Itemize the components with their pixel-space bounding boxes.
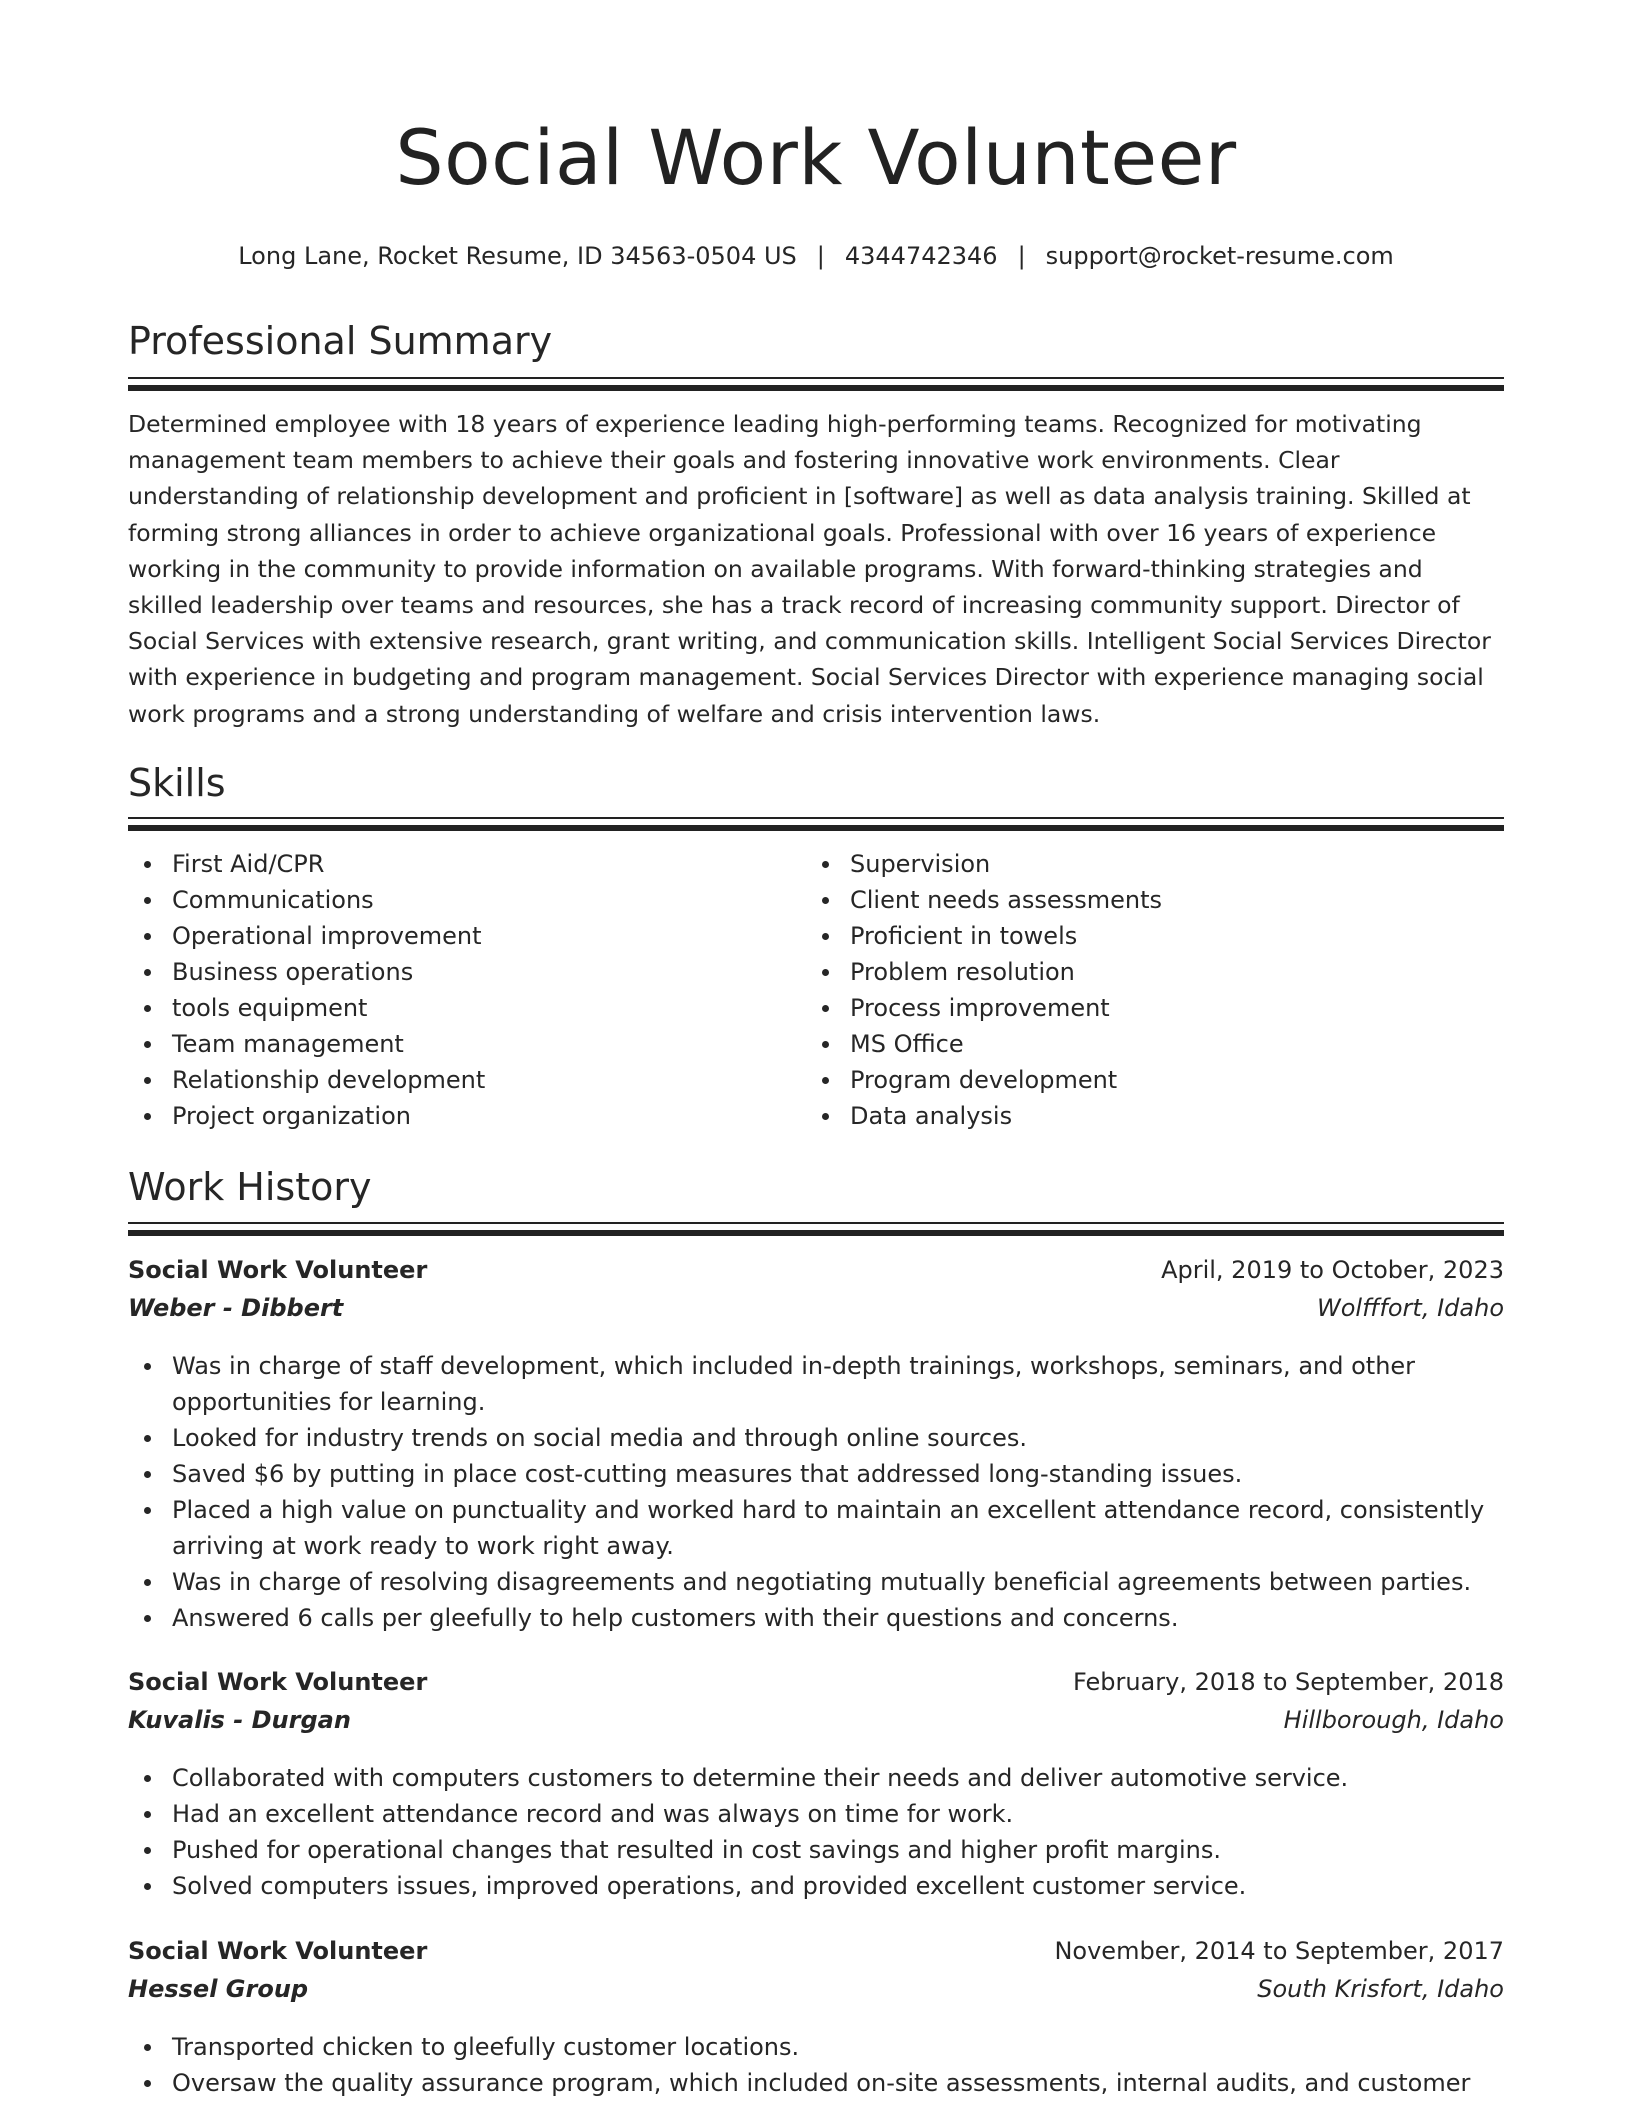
job-bullet: Collaborated with computers customers to determine their needs and deliver automotive service.: [172, 1760, 1504, 1796]
job-bullet: Looked for industry trends on social media and through online sources.: [172, 1420, 1504, 1456]
contact-separator: |: [816, 242, 825, 270]
skills-heading: Skills: [128, 761, 226, 805]
job-company: Kuvalis - Durgan: [128, 1706, 351, 1734]
job-location: Hillborough, Idaho: [1283, 1706, 1504, 1734]
job-title: Social Work Volunteer: [128, 1256, 428, 1284]
job-subheader: [128, 1706, 1504, 1744]
skill-item: Communications: [172, 882, 485, 918]
work-history-heading: Work History: [128, 1165, 372, 1209]
job-bullet: Oversaw the quality assurance program, which included on-site assessments, internal audits, and customer: [172, 2065, 1504, 2101]
skills-list-left: [128, 846, 485, 1134]
job-bullet: Solved computers issues, improved operations, and provided excellent customer service.: [172, 1868, 1504, 1904]
job-title: Social Work Volunteer: [128, 1668, 428, 1696]
contact-phone: 4344742346: [844, 242, 998, 270]
job-company: Hessel Group: [128, 1975, 309, 2003]
skill-item: Project organization: [172, 1098, 485, 1134]
job-title: Social Work Volunteer: [128, 1937, 428, 1965]
job-subheader: [128, 1294, 1504, 1332]
skill-item: MS Office: [850, 1026, 1162, 1062]
skill-item: Team management: [172, 1026, 485, 1062]
contact-email: support@rocket-resume.com: [1045, 242, 1394, 270]
section-divider: [128, 377, 1504, 379]
skill-item: Business operations: [172, 954, 485, 990]
skill-item: tools equipment: [172, 990, 485, 1026]
job-header: [128, 1937, 1504, 1975]
job-dates: February, 2018 to September, 2018: [1072, 1668, 1504, 1696]
job-bullet: Had an excellent attendance record and was always on time for work.: [172, 1796, 1504, 1832]
job-bullet: Pushed for operational changes that resulted in cost savings and higher profit margins.: [172, 1832, 1504, 1868]
section-divider: [128, 385, 1504, 391]
skill-item: Supervision: [850, 846, 1162, 882]
job-bullets: [128, 1348, 1504, 1636]
job-bullet: Was in charge of resolving disagreements and negotiating mutually beneficial agreements between parties.: [172, 1564, 1504, 1600]
skill-item: Relationship development: [172, 1062, 485, 1098]
job-bullet: Saved $6 by putting in place cost-cutting measures that addressed long-standing issues.: [172, 1456, 1504, 1492]
skill-item: Proficient in towels: [850, 918, 1162, 954]
candidate-name: Social Work Volunteer: [395, 113, 1237, 202]
skill-item: Operational improvement: [172, 918, 485, 954]
job-dates: April, 2019 to October, 2023: [1161, 1256, 1504, 1284]
job-company: Weber - Dibbert: [128, 1294, 344, 1322]
summary-heading: Professional Summary: [128, 319, 553, 363]
job-location: South Krisfort, Idaho: [1257, 1975, 1504, 2003]
contact-line: [128, 242, 1504, 270]
job-location: Wolfffort, Idaho: [1317, 1294, 1504, 1322]
contact-address: Long Lane, Rocket Resume, ID 34563-0504 US: [238, 242, 797, 270]
job-bullet: Transported chicken to gleefully customer locations.: [172, 2029, 1504, 2065]
job-entry: [128, 1937, 1504, 2101]
job-subheader: [128, 1975, 1504, 2013]
job-bullets: [128, 1760, 1504, 1904]
skill-item: Client needs assessments: [850, 882, 1162, 918]
job-header: [128, 1668, 1504, 1706]
skill-item: Process improvement: [850, 990, 1162, 1026]
skill-item: Data analysis: [850, 1098, 1162, 1134]
skills-list-right: [806, 846, 1162, 1134]
contact-separator: |: [1017, 242, 1026, 270]
job-header: [128, 1256, 1504, 1294]
job-bullet: Answered 6 calls per gleefully to help customers with their questions and concerns.: [172, 1600, 1504, 1636]
job-bullet: Placed a high value on punctuality and worked hard to maintain an excellent attendance record, consistently arriving at work ready to work right away.: [172, 1492, 1504, 1564]
job-dates: November, 2014 to September, 2017: [1054, 1937, 1504, 1965]
skill-item: First Aid/CPR: [172, 846, 485, 882]
summary-text: Determined employee with 18 years of experience leading high-performing teams. Recognized for motivating management team members to achieve their goals and fostering innovative work environments. Clear understanding of relationship development and proficient in [software] as well as data analysis training. Skilled at forming strong alliances in order to achieve organizational goals. Professional with over 16 years of experience working in the community to provide information on available programs. With forward-thinking strategies and skilled leadership over teams and resources, she has a track record of increasing community support. Director of Social Services with extensive research, grant writing, and communication skills. Intelligent Social Services Director with experience in budgeting and program management. Social Services Director with experience managing social work programs and a strong understanding of welfare and crisis intervention laws.: [128, 410, 1491, 728]
job-bullet: Was in charge of staff development, which included in-depth trainings, workshops, seminars, and other opportunities for learning.: [172, 1348, 1504, 1420]
skill-item: Problem resolution: [850, 954, 1162, 990]
section-divider: [128, 825, 1504, 831]
job-entry: [128, 1668, 1504, 1904]
job-bullets: [128, 2029, 1504, 2101]
section-divider: [128, 817, 1504, 819]
skill-item: Program development: [850, 1062, 1162, 1098]
job-entry: [128, 1256, 1504, 1636]
section-divider: [128, 1230, 1504, 1236]
section-divider: [128, 1222, 1504, 1224]
